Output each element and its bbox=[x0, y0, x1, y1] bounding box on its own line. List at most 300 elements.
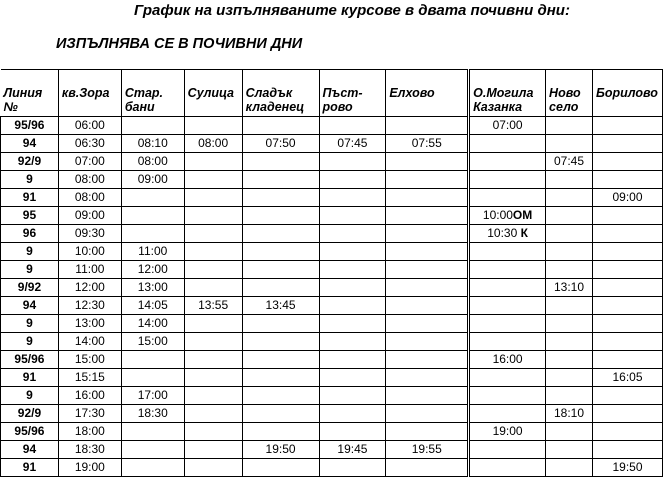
table-row bbox=[1, 261, 663, 279]
line-number-cell bbox=[1, 369, 59, 387]
time-cell bbox=[319, 207, 386, 225]
time-cell bbox=[386, 333, 469, 351]
departure-time: 16:05 bbox=[612, 370, 643, 384]
time-cell bbox=[469, 333, 546, 351]
time-cell bbox=[386, 153, 469, 171]
time-cell bbox=[319, 387, 386, 405]
time-cell bbox=[469, 405, 546, 423]
time-cell bbox=[242, 351, 319, 369]
time-cell bbox=[184, 171, 242, 189]
time-cell bbox=[469, 171, 546, 189]
column-header-line2: № bbox=[3, 100, 18, 114]
column-header bbox=[546, 70, 593, 117]
time-cell bbox=[58, 171, 121, 189]
time-cell bbox=[592, 279, 662, 297]
time-cell bbox=[319, 117, 386, 135]
time-cell bbox=[469, 207, 546, 225]
time-cell bbox=[386, 423, 469, 441]
table-row bbox=[1, 297, 663, 315]
time-cell bbox=[469, 459, 546, 477]
time-cell bbox=[386, 441, 469, 459]
departure-time: 12:30 bbox=[74, 298, 105, 312]
time-cell bbox=[386, 243, 469, 261]
page-subtitle: ИЗПЪЛНЯВА СЕ В ПОЧИВНИ ДНИ bbox=[56, 36, 303, 52]
line-number: 9 bbox=[26, 334, 33, 348]
time-cell bbox=[242, 279, 319, 297]
route-marker: К bbox=[517, 226, 528, 240]
table-row bbox=[1, 117, 663, 135]
departure-time: 19:00 bbox=[74, 460, 105, 474]
line-number: 95/96 bbox=[14, 118, 45, 132]
departure-time: 07:55 bbox=[411, 136, 442, 150]
column-header-line2: рово bbox=[322, 100, 353, 114]
departure-time: 16:00 bbox=[74, 388, 105, 402]
departure-time: 17:00 bbox=[137, 388, 168, 402]
time-cell bbox=[58, 297, 121, 315]
column-header-line2: кладенец bbox=[245, 100, 305, 114]
departure-time: 11:00 bbox=[138, 244, 168, 258]
time-cell bbox=[469, 225, 546, 243]
departure-time: 18:10 bbox=[553, 406, 585, 420]
line-number-cell bbox=[1, 153, 59, 171]
time-cell bbox=[319, 261, 386, 279]
table-row bbox=[1, 369, 663, 387]
time-cell bbox=[469, 117, 546, 135]
column-header bbox=[1, 70, 59, 117]
time-cell bbox=[242, 207, 319, 225]
time-cell bbox=[184, 117, 242, 135]
departure-time: 08:00 bbox=[198, 136, 229, 150]
line-number: 9 bbox=[26, 388, 33, 402]
time-cell bbox=[386, 405, 469, 423]
time-cell bbox=[592, 297, 662, 315]
time-cell bbox=[58, 207, 121, 225]
departure-time: 10:30 bbox=[487, 226, 518, 240]
line-number: 9 bbox=[26, 316, 33, 330]
time-cell bbox=[58, 405, 121, 423]
departure-time: 16:00 bbox=[492, 352, 523, 366]
table-row bbox=[1, 459, 663, 477]
line-number-cell bbox=[1, 351, 59, 369]
time-cell bbox=[242, 189, 319, 207]
time-cell bbox=[546, 351, 593, 369]
time-cell bbox=[242, 405, 319, 423]
time-cell bbox=[242, 423, 319, 441]
column-header-line1: О.Могила bbox=[473, 86, 534, 100]
time-cell bbox=[592, 369, 662, 387]
time-cell bbox=[469, 369, 546, 387]
time-cell bbox=[546, 171, 593, 189]
time-cell bbox=[592, 315, 662, 333]
table-row bbox=[1, 351, 663, 369]
time-cell bbox=[592, 207, 662, 225]
time-cell bbox=[469, 135, 546, 153]
time-cell bbox=[121, 207, 184, 225]
table-row bbox=[1, 135, 663, 153]
line-number-cell bbox=[1, 297, 59, 315]
time-cell bbox=[121, 369, 184, 387]
table-row bbox=[1, 225, 663, 243]
time-cell bbox=[121, 405, 184, 423]
time-cell bbox=[319, 423, 386, 441]
line-number: 96 bbox=[22, 226, 37, 240]
departure-time: 13:00 bbox=[74, 316, 105, 330]
time-cell bbox=[592, 117, 662, 135]
departure-time: 19:50 bbox=[612, 460, 643, 474]
time-cell bbox=[58, 387, 121, 405]
time-cell bbox=[319, 459, 386, 477]
column-header-line1: Елхово bbox=[389, 86, 435, 100]
table-row bbox=[1, 387, 663, 405]
time-cell bbox=[242, 297, 319, 315]
time-cell bbox=[58, 369, 121, 387]
time-cell bbox=[184, 315, 242, 333]
time-cell bbox=[58, 135, 121, 153]
time-cell bbox=[242, 243, 319, 261]
line-number: 92/9 bbox=[17, 406, 42, 420]
departure-time: 12:00 bbox=[137, 262, 168, 276]
line-number: 91 bbox=[22, 190, 37, 204]
departure-time: 13:00 bbox=[137, 280, 168, 294]
time-cell bbox=[386, 459, 469, 477]
time-cell bbox=[592, 405, 662, 423]
time-cell bbox=[386, 189, 469, 207]
time-cell bbox=[386, 225, 469, 243]
line-number-cell bbox=[1, 387, 59, 405]
time-cell bbox=[546, 243, 593, 261]
time-cell bbox=[386, 171, 469, 189]
time-cell bbox=[242, 459, 319, 477]
departure-time: 07:45 bbox=[553, 154, 585, 168]
time-cell bbox=[121, 171, 184, 189]
time-cell bbox=[58, 261, 121, 279]
time-cell bbox=[121, 333, 184, 351]
time-cell bbox=[58, 243, 121, 261]
column-header-line1: кв.Зора bbox=[61, 86, 110, 100]
departure-time: 13:55 bbox=[198, 298, 229, 312]
line-number-cell bbox=[1, 171, 59, 189]
departure-time: 07:45 bbox=[337, 136, 368, 150]
time-cell bbox=[592, 351, 662, 369]
time-cell bbox=[386, 297, 469, 315]
time-cell bbox=[184, 459, 242, 477]
time-cell bbox=[242, 315, 319, 333]
line-number-cell bbox=[1, 261, 59, 279]
time-cell bbox=[386, 315, 469, 333]
time-cell bbox=[386, 207, 469, 225]
time-cell bbox=[242, 369, 319, 387]
time-cell bbox=[546, 387, 593, 405]
time-cell bbox=[592, 387, 662, 405]
departure-time: 12:00 bbox=[74, 280, 105, 294]
time-cell bbox=[184, 189, 242, 207]
column-header bbox=[319, 70, 386, 117]
time-cell bbox=[469, 153, 546, 171]
column-header bbox=[121, 70, 184, 117]
table-row bbox=[1, 189, 663, 207]
time-cell bbox=[58, 225, 121, 243]
departure-time: 09:00 bbox=[612, 190, 643, 204]
time-cell bbox=[319, 351, 386, 369]
line-number-cell bbox=[1, 441, 59, 459]
line-number-cell bbox=[1, 243, 59, 261]
time-cell bbox=[121, 279, 184, 297]
time-cell bbox=[121, 135, 184, 153]
table-row bbox=[1, 405, 663, 423]
time-cell bbox=[121, 297, 184, 315]
time-cell bbox=[546, 333, 593, 351]
time-cell bbox=[469, 351, 546, 369]
time-cell bbox=[121, 315, 184, 333]
departure-time: 18:30 bbox=[74, 442, 105, 456]
table-row bbox=[1, 153, 663, 171]
time-cell bbox=[592, 459, 662, 477]
line-number: 9/92 bbox=[17, 280, 42, 294]
time-cell bbox=[469, 297, 546, 315]
column-header-line1: Сулица bbox=[187, 86, 234, 100]
departure-time: 13:45 bbox=[265, 298, 296, 312]
departure-time: 18:00 bbox=[74, 424, 105, 438]
departure-time: 09:30 bbox=[74, 226, 105, 240]
time-cell bbox=[319, 297, 386, 315]
time-cell bbox=[184, 225, 242, 243]
time-cell bbox=[546, 207, 593, 225]
time-cell bbox=[242, 117, 319, 135]
time-cell bbox=[592, 333, 662, 351]
departure-time: 18:30 bbox=[137, 406, 168, 420]
departure-time: 15:15 bbox=[74, 370, 105, 384]
time-cell bbox=[319, 405, 386, 423]
line-number-cell bbox=[1, 405, 59, 423]
time-cell bbox=[121, 459, 184, 477]
line-number: 9 bbox=[26, 262, 33, 276]
time-cell bbox=[319, 333, 386, 351]
line-number-cell bbox=[1, 333, 59, 351]
line-number: 95/96 bbox=[14, 352, 45, 366]
time-cell bbox=[546, 279, 593, 297]
line-number: 92/9 bbox=[17, 154, 42, 168]
time-cell bbox=[58, 279, 121, 297]
time-cell bbox=[121, 423, 184, 441]
time-cell bbox=[319, 225, 386, 243]
time-cell bbox=[184, 207, 242, 225]
column-header-line1: Ново bbox=[549, 86, 581, 100]
column-header-line1: Линия bbox=[3, 86, 43, 100]
time-cell bbox=[592, 153, 662, 171]
schedule-table bbox=[0, 69, 663, 477]
line-number-cell bbox=[1, 135, 59, 153]
table-row bbox=[1, 207, 663, 225]
time-cell bbox=[546, 153, 593, 171]
time-cell bbox=[469, 387, 546, 405]
time-cell bbox=[319, 279, 386, 297]
time-cell bbox=[121, 153, 184, 171]
departure-time: 09:00 bbox=[74, 208, 105, 222]
time-cell bbox=[546, 459, 593, 477]
departure-time: 10:00 bbox=[482, 208, 513, 222]
time-cell bbox=[592, 243, 662, 261]
time-cell bbox=[184, 135, 242, 153]
departure-time: 14:05 bbox=[137, 298, 168, 312]
time-cell bbox=[546, 369, 593, 387]
table-row bbox=[1, 441, 663, 459]
departure-time: 06:00 bbox=[74, 118, 105, 132]
time-cell bbox=[592, 261, 662, 279]
route-marker: ОМ bbox=[512, 208, 533, 222]
departure-time: 11:00 bbox=[75, 262, 105, 276]
time-cell bbox=[242, 171, 319, 189]
time-cell bbox=[184, 261, 242, 279]
line-number: 95/96 bbox=[14, 424, 45, 438]
departure-time: 19:00 bbox=[492, 424, 523, 438]
time-cell bbox=[58, 189, 121, 207]
time-cell bbox=[242, 441, 319, 459]
column-header bbox=[58, 70, 121, 117]
time-cell bbox=[546, 261, 593, 279]
line-number-cell bbox=[1, 225, 59, 243]
line-number-cell bbox=[1, 117, 59, 135]
time-cell bbox=[242, 261, 319, 279]
line-number: 9 bbox=[26, 172, 33, 186]
time-cell bbox=[121, 243, 184, 261]
column-header bbox=[386, 70, 469, 117]
page-title: График на изпълняваните курсове в двата почивни дни: bbox=[134, 2, 570, 19]
line-number: 95 bbox=[22, 208, 37, 222]
time-cell bbox=[546, 135, 593, 153]
line-number-cell bbox=[1, 189, 59, 207]
line-number-cell bbox=[1, 279, 59, 297]
time-cell bbox=[121, 351, 184, 369]
time-cell bbox=[184, 441, 242, 459]
time-cell bbox=[592, 189, 662, 207]
time-cell bbox=[184, 369, 242, 387]
time-cell bbox=[469, 243, 546, 261]
column-header-line1: Сладък bbox=[245, 86, 293, 100]
time-cell bbox=[592, 135, 662, 153]
time-cell bbox=[184, 405, 242, 423]
time-cell bbox=[319, 243, 386, 261]
time-cell bbox=[592, 225, 662, 243]
departure-time: 17:30 bbox=[74, 406, 105, 420]
table-body bbox=[1, 117, 663, 477]
time-cell bbox=[546, 405, 593, 423]
table-row bbox=[1, 333, 663, 351]
time-cell bbox=[121, 387, 184, 405]
column-header-line1: Борилово bbox=[595, 86, 658, 100]
column-header bbox=[184, 70, 242, 117]
departure-time: 07:00 bbox=[74, 154, 105, 168]
time-cell bbox=[58, 351, 121, 369]
time-cell bbox=[319, 171, 386, 189]
time-cell bbox=[386, 387, 469, 405]
line-number: 94 bbox=[22, 442, 37, 456]
departure-time: 15:00 bbox=[74, 352, 105, 366]
departure-time: 14:00 bbox=[137, 316, 168, 330]
time-cell bbox=[184, 387, 242, 405]
departure-time: 19:45 bbox=[337, 442, 368, 456]
time-cell bbox=[184, 423, 242, 441]
time-cell bbox=[592, 441, 662, 459]
table-row bbox=[1, 243, 663, 261]
departure-time: 13:10 bbox=[553, 280, 585, 294]
departure-time: 08:00 bbox=[137, 154, 168, 168]
line-number: 94 bbox=[22, 298, 37, 312]
line-number: 94 bbox=[22, 136, 37, 150]
time-cell bbox=[184, 279, 242, 297]
time-cell bbox=[242, 135, 319, 153]
time-cell bbox=[184, 351, 242, 369]
time-cell bbox=[546, 315, 593, 333]
departure-time: 06:30 bbox=[74, 136, 105, 150]
time-cell bbox=[592, 423, 662, 441]
time-cell bbox=[386, 369, 469, 387]
departure-time: 08:10 bbox=[137, 136, 168, 150]
time-cell bbox=[58, 333, 121, 351]
line-number: 91 bbox=[22, 460, 37, 474]
time-cell bbox=[184, 297, 242, 315]
line-number: 91 bbox=[22, 370, 37, 384]
time-cell bbox=[121, 441, 184, 459]
line-number: 9 bbox=[26, 244, 33, 258]
time-cell bbox=[319, 315, 386, 333]
column-header bbox=[592, 70, 662, 117]
time-cell bbox=[58, 153, 121, 171]
time-cell bbox=[546, 117, 593, 135]
time-cell bbox=[546, 189, 593, 207]
time-cell bbox=[121, 261, 184, 279]
line-number-cell bbox=[1, 459, 59, 477]
column-header-line1: Пъст- bbox=[322, 86, 363, 100]
time-cell bbox=[469, 189, 546, 207]
time-cell bbox=[469, 315, 546, 333]
time-cell bbox=[319, 189, 386, 207]
time-cell bbox=[58, 315, 121, 333]
column-header-line1: Стар. bbox=[124, 86, 164, 100]
column-header-line2: Казанка bbox=[473, 100, 523, 114]
time-cell bbox=[469, 261, 546, 279]
time-cell bbox=[242, 333, 319, 351]
departure-time: 09:00 bbox=[137, 172, 168, 186]
time-cell bbox=[121, 189, 184, 207]
departure-time: 19:55 bbox=[411, 442, 442, 456]
column-header-line2: село bbox=[549, 100, 579, 114]
time-cell bbox=[58, 423, 121, 441]
column-header bbox=[469, 70, 546, 117]
departure-time: 08:00 bbox=[74, 172, 105, 186]
time-cell bbox=[546, 225, 593, 243]
table-row bbox=[1, 423, 663, 441]
time-cell bbox=[184, 243, 242, 261]
table-row bbox=[1, 279, 663, 297]
departure-time: 08:00 bbox=[74, 190, 105, 204]
departure-time: 07:00 bbox=[492, 118, 523, 132]
line-number-cell bbox=[1, 207, 59, 225]
time-cell bbox=[546, 441, 593, 459]
line-number-cell bbox=[1, 315, 59, 333]
column-header-line2: бани bbox=[124, 100, 155, 114]
time-cell bbox=[121, 117, 184, 135]
time-cell bbox=[469, 423, 546, 441]
time-cell bbox=[386, 135, 469, 153]
time-cell bbox=[319, 441, 386, 459]
departure-time: 19:50 bbox=[265, 442, 296, 456]
departure-time: 07:50 bbox=[265, 136, 296, 150]
table-row bbox=[1, 171, 663, 189]
time-cell bbox=[386, 117, 469, 135]
departure-time: 15:00 bbox=[137, 334, 168, 348]
line-number-cell bbox=[1, 423, 59, 441]
time-cell bbox=[58, 441, 121, 459]
